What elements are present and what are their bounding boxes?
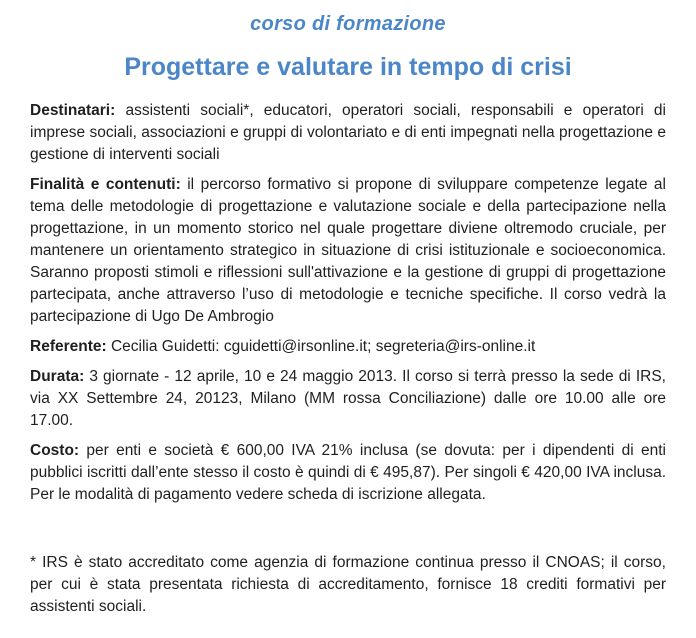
section-text-referente: Cecilia Guidetti: cguidetti@irsonline.it; segreteria@irs-online.it xyxy=(106,338,536,355)
section-label-durata: Durata: xyxy=(30,368,85,385)
section-label-costo: Costo: xyxy=(30,442,80,459)
section-finalita-e-contenuti xyxy=(30,174,666,328)
section-label-referente: Referente: xyxy=(30,338,107,355)
section-label-finalita: Finalità e contenuti: xyxy=(30,176,181,193)
section-label-destinatari: Destinatari: xyxy=(30,102,116,119)
course-type-label: corso di formazione xyxy=(250,13,446,35)
page-title: Progettare e valutare in tempo di crisi xyxy=(124,53,572,81)
section-text-finalita: il percorso formativo si propone di sviluppare competenze legate al tema delle metodologie di progettazione e valutazione sociale e della partecipazione nella progettazione, in un momento storico nel quale progettare diviene oltremodo cruciale, per mantenere un orientamento strategico in situazione di crisi istituzionale e socioeconomica. Saranno proposti stimoli e riflessioni sull'attivazione e la gestione di gruppi di progettazione partecipata, anche attraverso l’uso di metodologie e tecniche specifiche. Il corso vedrà la partecipazione di Ugo De Ambrogio xyxy=(30,176,666,325)
section-text-costo: per enti e società € 600,00 IVA 21% inclusa (se dovuta: per i dipendenti di enti pubblici iscritti dall’ente stesso il costo è quindi di € 495,87). Per singoli € 420,00 IVA inclusa. Per le modalità di pagamento vedere scheda di iscrizione allegata. xyxy=(30,442,666,503)
section-durata xyxy=(30,366,666,432)
course-details xyxy=(30,100,666,506)
section-text-destinatari: assistenti sociali*, educatori, operatori sociali, responsabili e operatori di imprese sociali, associazioni e gruppi di volontariato e di enti impegnati nella progettazione e gestione di interventi sociali xyxy=(30,102,666,163)
section-destinatari xyxy=(30,100,666,166)
section-costo xyxy=(30,440,666,506)
accreditation-footnote: * IRS è stato accreditato come agenzia di formazione continua presso il CNOAS; il corso, per cui è stata presentata richiesta di accreditamento, fornisce 18 crediti formativi per assistenti sociali. xyxy=(30,554,666,615)
section-text-durata: 3 giornate - 12 aprile, 10 e 24 maggio 2013. Il corso si terrà presso la sede di IRS, via XX Settembre 24, 20123, Milano (MM rossa Conciliazione) dalle ore 10.00 alle ore 17.00. xyxy=(30,368,666,429)
section-referente xyxy=(30,336,666,358)
